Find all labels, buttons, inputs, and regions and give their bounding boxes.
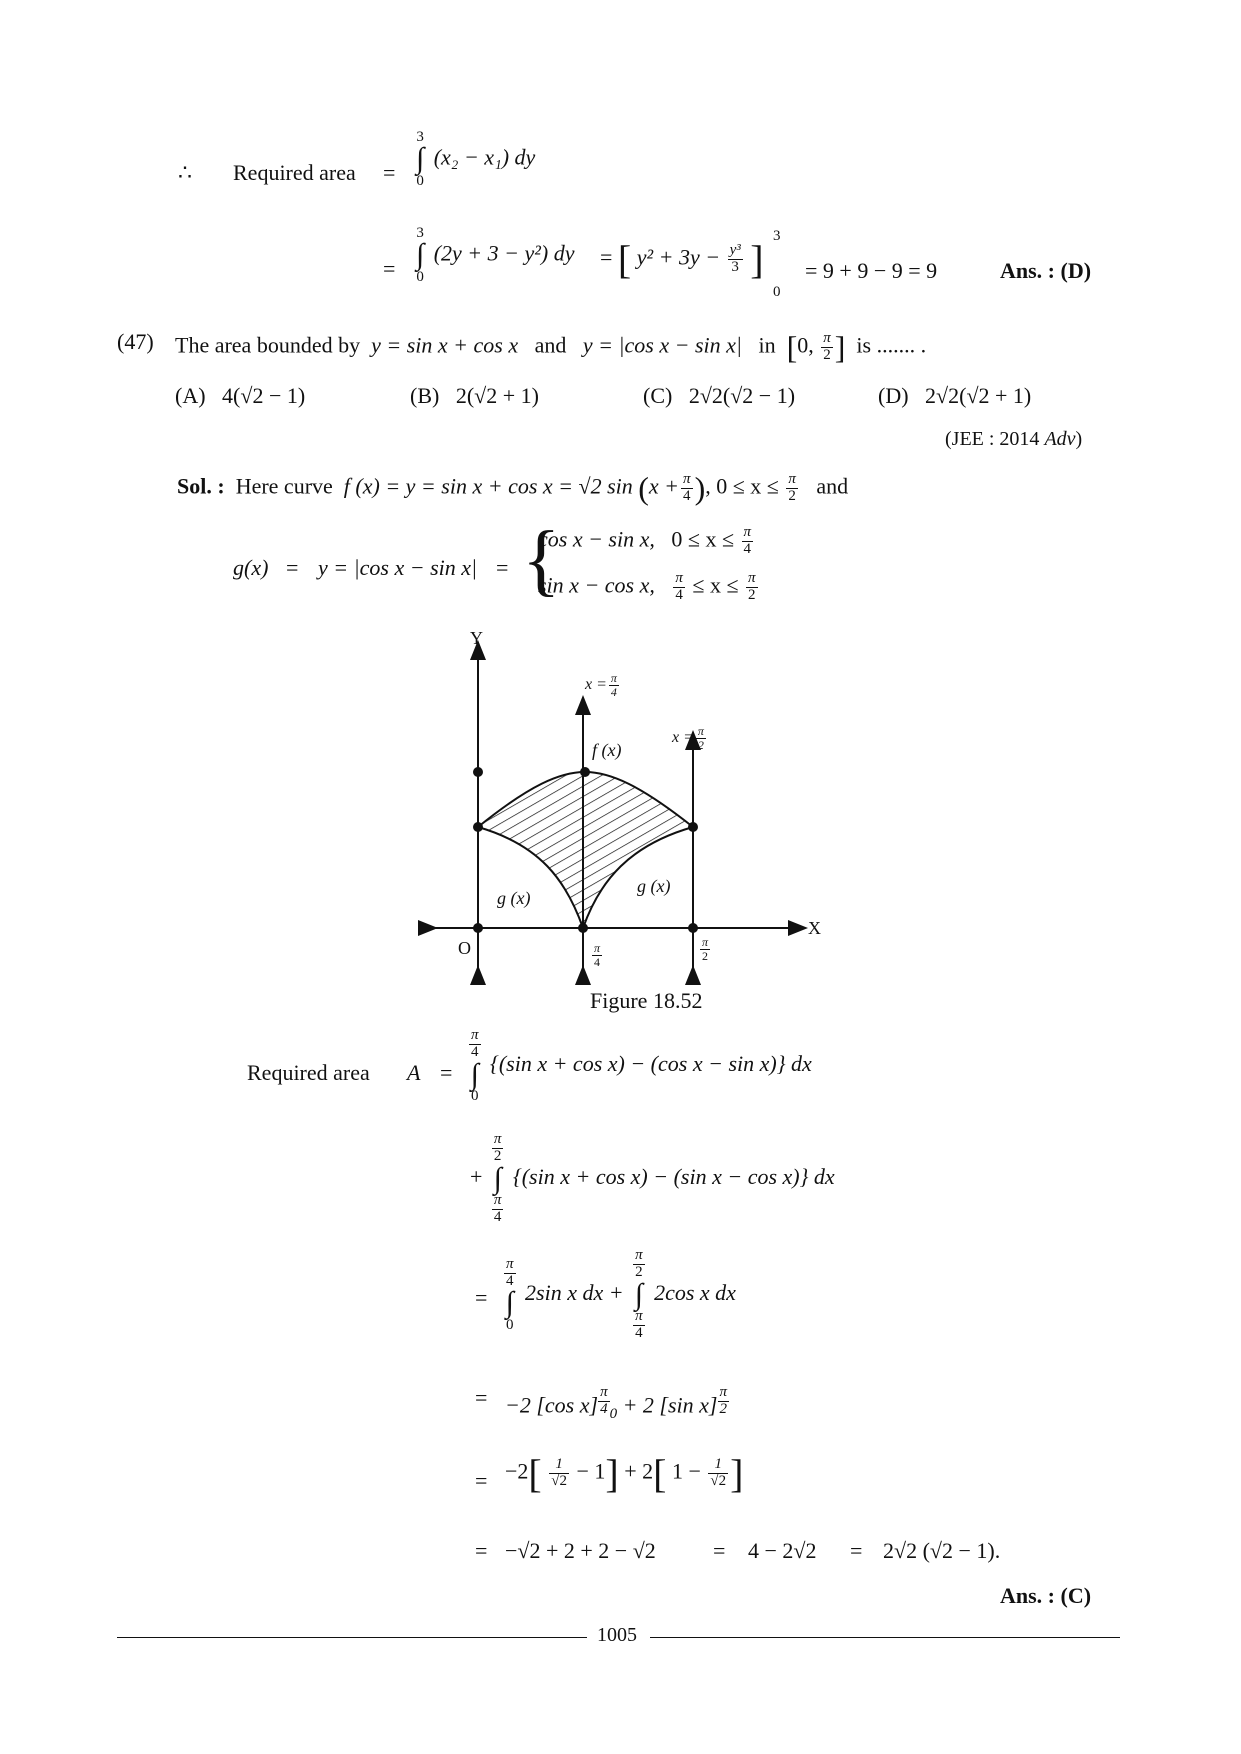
piecewise-brace: { bbox=[522, 516, 561, 604]
case-1: cos x − sin x, 0 ≤ x ≤ $\frac{\pi}{4}$ bbox=[538, 524, 752, 557]
option-a: (A) 4(√2 − 1) bbox=[175, 383, 306, 408]
g-left-label: g (x) bbox=[497, 888, 531, 908]
f-curve-label: f (x) bbox=[592, 740, 622, 760]
required-area-label: Required area bbox=[247, 1060, 370, 1085]
work-line-6c: 2√2 (√2 − 1). bbox=[883, 1538, 1001, 1563]
exam-source: (JEE : 2014 Adv) bbox=[945, 428, 1083, 450]
evaluation-bracket: = [ y² + 3y − $\frac{\text{y³}}{3}$ ] bbox=[600, 237, 764, 282]
work-line-1: $\frac{\pi}{4}$ ∫ 0 {(sin x + cos x) − (cos x − sin x)} dx bbox=[470, 1027, 812, 1104]
g-definition: y = |cos x − sin x| bbox=[318, 555, 478, 580]
equals-sign: = bbox=[383, 160, 396, 185]
option-b: (B) 2(√2 + 1) bbox=[410, 383, 539, 408]
integral-2: 3 ∫ 0 (2y + 3 − y²) dy bbox=[416, 225, 575, 285]
solution-line-1: Sol. : Here curve f (x) = y = sin x + cos x = √2 sin (x + $\frac{\pi}{4}$ ), 0 ≤ x ≤ $\frac{\pi}{2}$ and bbox=[177, 470, 849, 506]
work-line-6b: 4 − 2√2 bbox=[748, 1538, 817, 1563]
area-symbol: A bbox=[407, 1060, 421, 1085]
point bbox=[580, 767, 590, 777]
equals-sign: = bbox=[475, 1468, 488, 1493]
work-line-6a: −√2 + 2 + 2 − √2 bbox=[505, 1538, 656, 1563]
result-line: = 9 + 9 − 9 = 9 bbox=[805, 258, 938, 283]
point bbox=[473, 923, 483, 933]
equals-sign: = bbox=[383, 256, 396, 281]
question-number: (47) bbox=[117, 329, 154, 354]
point bbox=[688, 923, 698, 933]
line-pi-2-label: x = $\frac{\pi}{2}$ bbox=[672, 724, 704, 752]
answer-q47: Ans. : (C) bbox=[1000, 1583, 1092, 1608]
work-line-5: −2[ $\frac{1}{√2}$ − 1] + 2[ 1 − $\frac{1}{√2}$ ] bbox=[505, 1451, 744, 1496]
bracket-lower-limit: 0 bbox=[773, 284, 781, 300]
equals-sign: = bbox=[475, 1285, 488, 1310]
equals-sign: = bbox=[440, 1060, 453, 1085]
equals-sign: = bbox=[475, 1385, 488, 1410]
option-c: (C) 2√2(√2 − 1) bbox=[643, 383, 796, 408]
question-text: The area bounded by y = sin x + cos x and y = |cos x − sin x| in [0, $\frac{\pi}{2}$ ] is ....... . bbox=[175, 329, 927, 365]
point bbox=[578, 923, 588, 933]
line-pi-4-label: x = $\frac{\pi}{4}$ bbox=[585, 671, 617, 699]
work-line-2: + $\frac{\pi}{2}$ ∫ $\frac{\pi}{4}$ {(sin x + cos x) − (sin x − cos x)} dx bbox=[470, 1131, 835, 1225]
point bbox=[473, 767, 483, 777]
origin-label: O bbox=[458, 938, 471, 958]
equals-sign: = bbox=[286, 555, 299, 580]
required-area-label: Required area bbox=[233, 160, 356, 185]
x-axis-label: X bbox=[808, 918, 821, 938]
footer-rule-right bbox=[650, 1637, 1120, 1638]
work-line-3: $\frac{\pi}{4}$ ∫ 0 2sin x dx + $\frac{\pi}{2}$ ∫ $\frac{\pi}{4}$ 2cos x dx bbox=[505, 1247, 736, 1341]
figure-caption: Figure 18.52 bbox=[590, 988, 703, 1013]
option-d: (D) 2√2(√2 + 1) bbox=[878, 383, 1032, 408]
tick-pi-2: $\frac{\pi}{2}$ bbox=[702, 935, 709, 963]
integral-1: 3 ∫ 0 (x₂ − x₁) dy bbox=[416, 129, 536, 189]
tick-pi-4: $\frac{\pi}{4}$ bbox=[594, 941, 601, 969]
integrand-1: (x₂ − x₁) dy bbox=[433, 144, 536, 170]
case-2: sin x − cos x, $\frac{\pi}{4}$ ≤ x ≤ $\frac{\pi}{2}$ bbox=[538, 570, 756, 603]
therefore-symbol: ∴ bbox=[178, 160, 192, 185]
y-axis-label: Y bbox=[470, 628, 483, 648]
answer-prev: Ans. : (D) bbox=[1000, 258, 1092, 283]
g-label: g(x) bbox=[233, 555, 269, 580]
work-line-4: −2 [cos x] $^{\frac{\pi}{4}}$ $_0$ + 2 [sin x] $^{\frac{\pi}{2}}$ bbox=[505, 1384, 728, 1422]
integrand-2: (2y + 3 − y²) dy bbox=[433, 240, 575, 266]
point bbox=[688, 822, 698, 832]
equals-sign: = bbox=[496, 555, 509, 580]
footer-rule-left bbox=[117, 1637, 587, 1638]
equals-sign: = bbox=[850, 1538, 863, 1563]
bracket-upper-limit: 3 bbox=[773, 228, 781, 244]
g-right-label: g (x) bbox=[637, 876, 671, 896]
point bbox=[473, 822, 483, 832]
page-number: 1005 bbox=[597, 1624, 637, 1646]
equals-sign: = bbox=[475, 1538, 488, 1563]
equals-sign: = bbox=[713, 1538, 726, 1563]
